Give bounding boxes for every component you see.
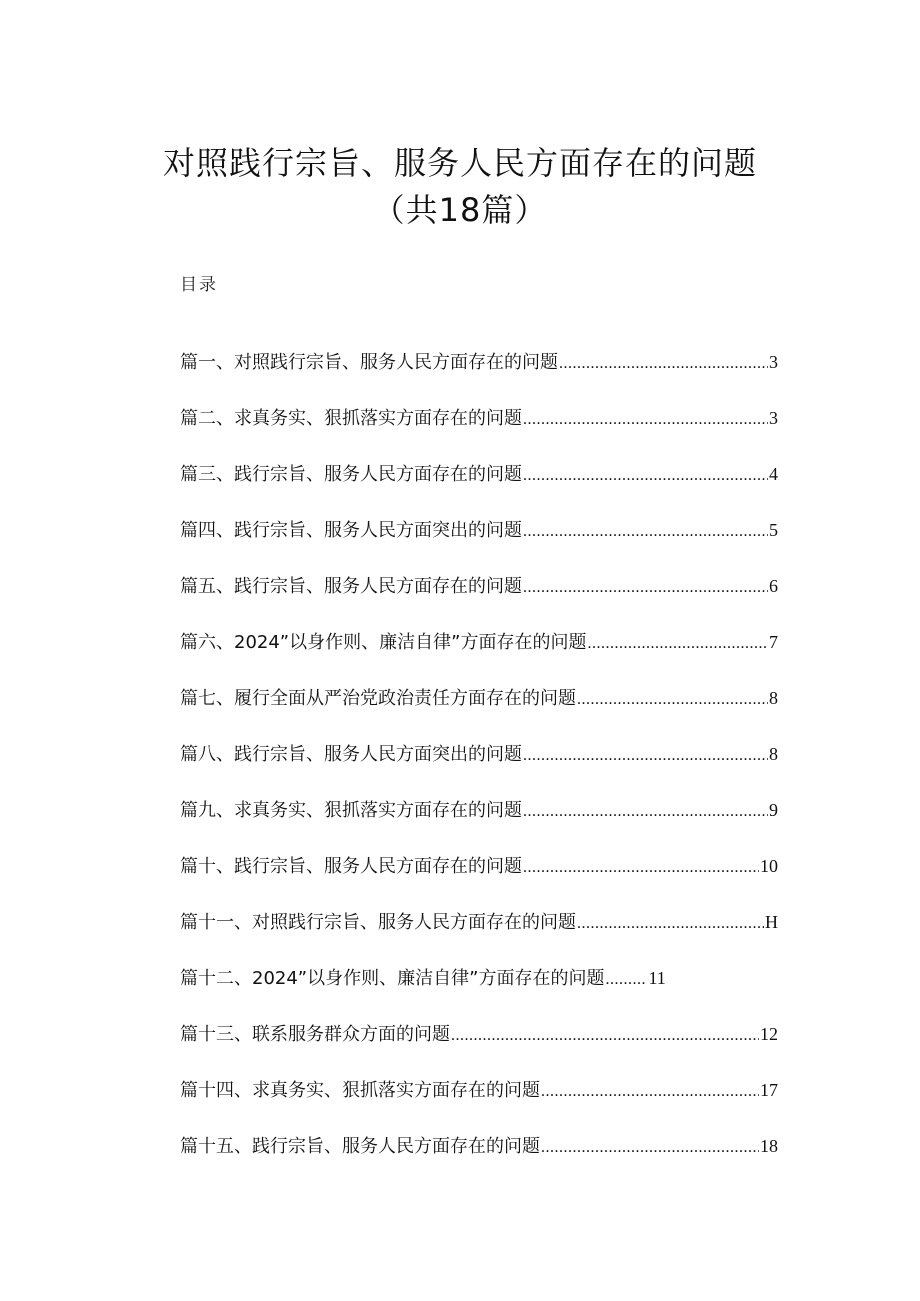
toc-entry-label: 篇十二、2024”以身作则、廉洁自律”方面存在的问题 <box>180 968 605 989</box>
toc-entry-page: 3 <box>769 408 778 428</box>
toc-entry-label: 篇十三、联系服务群众方面的问题 <box>180 1024 450 1045</box>
document-title: 对照践行宗旨、服务人民方面存在的问题 <box>162 144 757 182</box>
toc-leader-dots <box>577 691 768 709</box>
document-subtitle: （共18篇） <box>372 191 548 229</box>
toc-heading: 目录 <box>180 275 218 295</box>
toc-leader-dots <box>523 747 768 765</box>
toc-entry-label: 篇一、对照践行宗旨、服务人民方面存在的问题 <box>180 352 558 373</box>
toc-leader-dots <box>541 1083 759 1101</box>
toc-entry-label: 篇七、履行全面从严治党政治责任方面存在的问题 <box>180 688 576 709</box>
toc-leader-dots <box>523 579 768 597</box>
toc-entry[interactable] <box>180 710 778 766</box>
toc-entry[interactable] <box>180 990 778 1046</box>
toc-entry-page: 10 <box>760 856 778 876</box>
toc-entry[interactable] <box>180 542 778 598</box>
toc-leader-dots <box>451 1027 759 1045</box>
toc-entry-page: H <box>765 912 778 932</box>
toc-entry[interactable] <box>180 430 778 486</box>
toc-entry-page: 3 <box>769 352 778 372</box>
toc-leader-dots <box>523 803 768 821</box>
toc-leader-dots <box>523 411 768 429</box>
toc-entry-label: 篇十一、对照践行宗旨、服务人民方面存在的问题 <box>180 912 576 933</box>
toc-entry-label: 篇四、践行宗旨、服务人民方面突出的问题 <box>180 520 522 541</box>
toc-entry-page: 6 <box>769 576 778 596</box>
toc-entry-page: 8 <box>769 688 778 708</box>
toc-entry-label: 篇二、求真务实、狠抓落实方面存在的问题 <box>180 408 522 429</box>
toc-entry[interactable] <box>180 1046 778 1102</box>
toc-entry[interactable] <box>180 318 778 374</box>
toc-entry-page: 18 <box>760 1136 778 1156</box>
toc-entry[interactable] <box>180 654 778 710</box>
toc-entry-label: 篇十、践行宗旨、服务人民方面存在的问题 <box>180 856 522 877</box>
toc-entry[interactable] <box>180 1102 778 1158</box>
toc-entry-page: 11 <box>648 968 666 988</box>
toc-entry-label: 篇六、2024”以身作则、廉洁自律”方面存在的问题 <box>180 632 587 653</box>
toc-entry-page: 12 <box>760 1024 778 1044</box>
toc-leader-dots <box>577 915 764 933</box>
toc-entry-page: 17 <box>760 1080 778 1100</box>
toc-entry-page: 8 <box>769 744 778 764</box>
toc-leader-dots <box>523 859 759 877</box>
toc-entry-label: 篇十四、求真务实、狠抓落实方面存在的问题 <box>180 1080 540 1101</box>
toc-entry[interactable] <box>180 822 778 878</box>
toc-entry-label: 篇五、践行宗旨、服务人民方面存在的问题 <box>180 576 522 597</box>
toc-entry[interactable] <box>180 878 778 934</box>
toc-leader-dots <box>559 355 768 373</box>
toc-entry[interactable] <box>180 598 778 654</box>
toc-leader-dots <box>587 635 768 653</box>
toc-entry[interactable] <box>180 934 778 990</box>
table-of-contents <box>180 318 778 1158</box>
toc-entry[interactable] <box>180 766 778 822</box>
toc-entry-page: 7 <box>769 632 778 652</box>
toc-leader-dots <box>541 1139 759 1157</box>
toc-entry-page: 9 <box>769 800 778 820</box>
toc-entry-label: 篇九、求真务实、狠抓落实方面存在的问题 <box>180 800 522 821</box>
toc-entry-page: 5 <box>769 520 778 540</box>
toc-entry[interactable] <box>180 486 778 542</box>
toc-entry-page: 4 <box>769 464 778 484</box>
toc-entry-label: 篇十五、践行宗旨、服务人民方面存在的问题 <box>180 1136 540 1157</box>
toc-leader-dots <box>523 523 768 541</box>
toc-entry-label: 篇八、践行宗旨、服务人民方面突出的问题 <box>180 744 522 765</box>
toc-entry[interactable] <box>180 374 778 430</box>
toc-leader-dots <box>523 467 768 485</box>
toc-leader-dots <box>605 971 647 989</box>
toc-entry-label: 篇三、践行宗旨、服务人民方面存在的问题 <box>180 464 522 485</box>
